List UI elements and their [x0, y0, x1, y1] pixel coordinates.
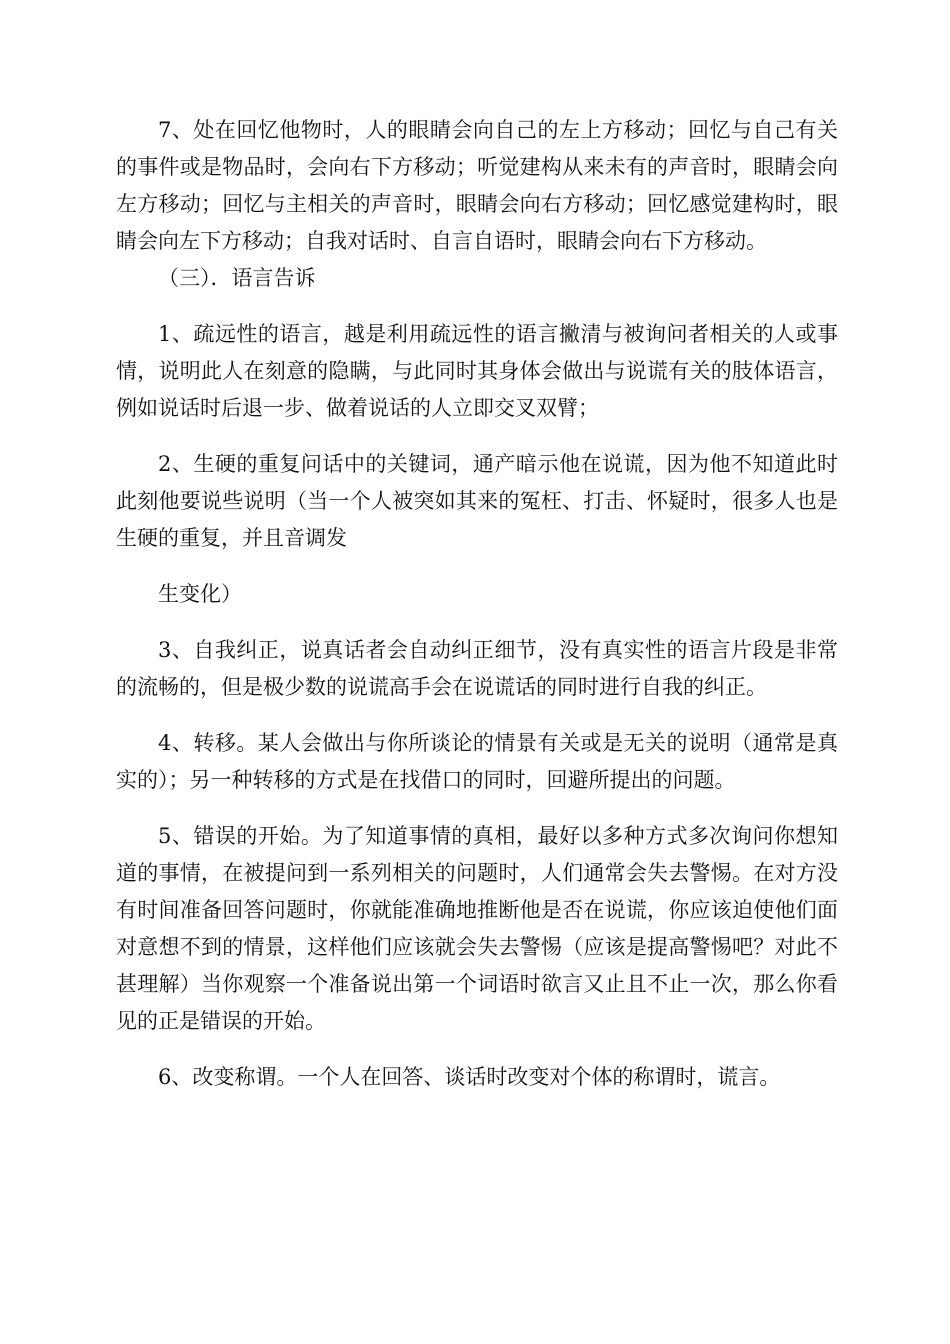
paragraph-distancing-language: 1、疏远性的语言，越是利用疏远性的语言撇清与被询问者相关的人或事情，说明此人在刻意的隐瞒，与此同时其身体会做出与说谎有关的肢体语言，例如说话时后退一步、做着说话的人立即交叉双臂；: [116, 322, 838, 420]
section-heading-language: （三）．语言告诉: [158, 266, 316, 290]
paragraph-repetition-continued: 生变化）: [158, 582, 242, 606]
paragraph-deflection: 4、转移。某人会做出与你所谈论的情景有关或是无关的说明（通常是真实的）；另一种转移的方式是在找借口的同时，回避所提出的问题。: [116, 731, 838, 792]
paragraph-repetition: 2、生硬的重复问话中的关键词，通产暗示他在说谎，因为他不知道此时此刻他要说些说明（当一个人被突如其来的冤枉、打击、怀疑时，很多人也是生硬的重复，并且音调发: [116, 452, 838, 550]
paragraph-eye-movement: 7、处在回忆他物时，人的眼睛会向自己的左上方移动；回忆与自己有关的事件或是物品时，会向右下方移动；听觉建构从来未有的声音时，眼睛会向左方移动；回忆与主相关的声音时，眼睛会向右方移动；回忆感觉建构时，眼睛会向左下方移动；自我对话时、自言自语时，眼睛会向右下方移动。: [116, 118, 838, 253]
paragraph-changing-address: 6、改变称谓。一个人在回答、谈话时改变对个体的称谓时，谎言。: [158, 1065, 781, 1089]
paragraph-false-start: 5、错误的开始。为了知道事情的真相，最好以多种方式多次询问你想知道的事情，在被提问到一系列相关的问题时，人们通常会失去警惕。在对方没有时间准备回答问题时，你就能准确地推断他是否在说谎，你应该迫使他们面对意想不到的情景，这样他们应该就会失去警惕（应该是提高警惕吧？对此不甚理解）当你观察一个准备说出第一个词语时欲言又止且不止一次，那么你看见的正是错误的开始。: [116, 824, 838, 1033]
paragraph-self-correction: 3、自我纠正，说真话者会自动纠正细节，没有真实性的语言片段是非常的流畅的，但是极少数的说谎高手会在说谎话的同时进行自我的纠正。: [116, 638, 838, 699]
document-body: [116, 112, 838, 1096]
